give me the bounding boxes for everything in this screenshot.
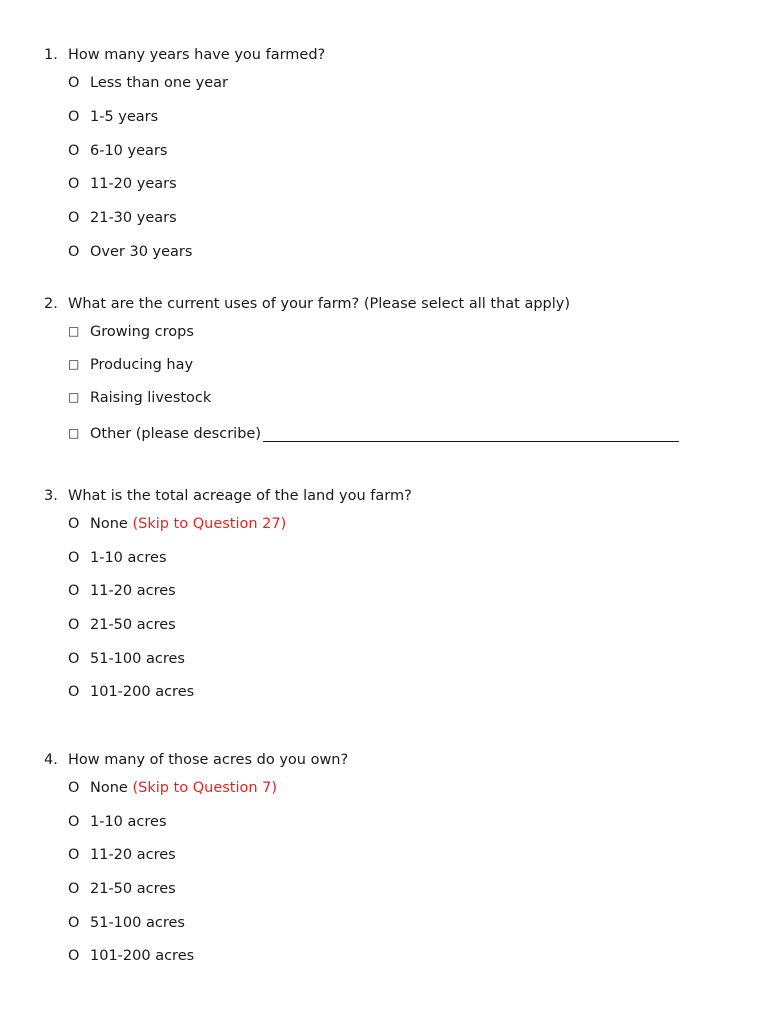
radio-circle-icon: O [68, 583, 80, 599]
option-q4-4[interactable] [68, 881, 176, 897]
radio-circle-icon: O [68, 684, 80, 700]
option-label: 51-100 acres [90, 651, 185, 667]
option-label: 11-20 acres [90, 847, 176, 863]
option-q1-5[interactable] [68, 210, 177, 226]
radio-circle-icon: O [68, 617, 80, 633]
radio-circle-icon: O [68, 948, 80, 964]
option-label: 101-200 acres [90, 684, 195, 700]
option-label: 101-200 acres [90, 948, 195, 964]
option-label: 21-30 years [90, 210, 177, 226]
radio-circle-icon: O [68, 847, 80, 863]
option-label: 11-20 acres [90, 583, 176, 599]
option-label: Raising livestock [90, 390, 212, 406]
radio-circle-icon: O [68, 651, 80, 667]
question-text: What is the total acreage of the land you farm? [68, 488, 412, 504]
option-label: 21-50 acres [90, 881, 176, 897]
radio-circle-icon: O [68, 915, 80, 931]
option-label: 1-10 acres [90, 550, 167, 566]
question-number: 3. [44, 488, 58, 504]
question-text: What are the current uses of your farm? (Please select all that apply) [68, 296, 571, 312]
option-label: None [90, 516, 128, 532]
radio-circle-icon: O [68, 210, 80, 226]
radio-circle-icon: O [68, 814, 80, 830]
option-label: Other (please describe) [90, 426, 261, 442]
checkbox-icon: □ [68, 324, 80, 338]
option-q4-5[interactable] [68, 915, 185, 931]
radio-circle-icon: O [68, 550, 80, 566]
radio-circle-icon: O [68, 881, 80, 897]
option-label: 51-100 acres [90, 915, 185, 931]
radio-circle-icon: O [68, 244, 80, 260]
question-2 [44, 296, 570, 312]
radio-circle-icon: O [68, 75, 80, 91]
option-q1-1[interactable] [68, 75, 228, 91]
question-1 [44, 47, 325, 63]
other-describe-line[interactable] [263, 427, 679, 442]
question-4 [44, 752, 348, 768]
question-text: How many of those acres do you own? [68, 752, 349, 768]
radio-circle-icon: O [68, 143, 80, 159]
option-q4-2[interactable] [68, 814, 167, 830]
question-number: 2. [44, 296, 58, 312]
option-q2-3[interactable] [68, 390, 211, 406]
option-label: 11-20 years [90, 176, 177, 192]
option-q4-1[interactable] [68, 780, 277, 796]
question-text: How many years have you farmed? [68, 47, 326, 63]
question-number: 1. [44, 47, 58, 63]
skip-instruction: (Skip to Question 27) [132, 516, 287, 532]
radio-circle-icon: O [68, 780, 80, 796]
option-q1-3[interactable] [68, 143, 167, 159]
option-q4-6[interactable] [68, 948, 194, 964]
skip-instruction: (Skip to Question 7) [132, 780, 278, 796]
option-label: Over 30 years [90, 244, 193, 260]
radio-circle-icon: O [68, 516, 80, 532]
radio-circle-icon: O [68, 176, 80, 192]
option-q3-4[interactable] [68, 617, 176, 633]
option-q2-1[interactable] [68, 324, 194, 340]
radio-circle-icon: O [68, 109, 80, 125]
option-label: 21-50 acres [90, 617, 176, 633]
option-q3-5[interactable] [68, 651, 185, 667]
option-label: 1-5 years [90, 109, 159, 125]
checkbox-icon: □ [68, 426, 80, 440]
checkbox-icon: □ [68, 390, 80, 404]
option-q1-4[interactable] [68, 176, 177, 192]
option-label: Growing crops [90, 324, 194, 340]
option-q4-3[interactable] [68, 847, 176, 863]
option-q3-3[interactable] [68, 583, 176, 599]
option-q3-2[interactable] [68, 550, 167, 566]
option-q2-4[interactable] [68, 423, 679, 442]
question-3 [44, 488, 412, 504]
option-label: 6-10 years [90, 143, 168, 159]
question-number: 4. [44, 752, 58, 768]
option-label: None [90, 780, 128, 796]
option-label: 1-10 acres [90, 814, 167, 830]
option-q1-2[interactable] [68, 109, 158, 125]
checkbox-icon: □ [68, 357, 80, 371]
option-label: Producing hay [90, 357, 194, 373]
option-q3-6[interactable] [68, 684, 194, 700]
option-q1-6[interactable] [68, 244, 192, 260]
option-q3-1[interactable] [68, 516, 286, 532]
option-q2-2[interactable] [68, 357, 193, 373]
option-label: Less than one year [90, 75, 228, 91]
